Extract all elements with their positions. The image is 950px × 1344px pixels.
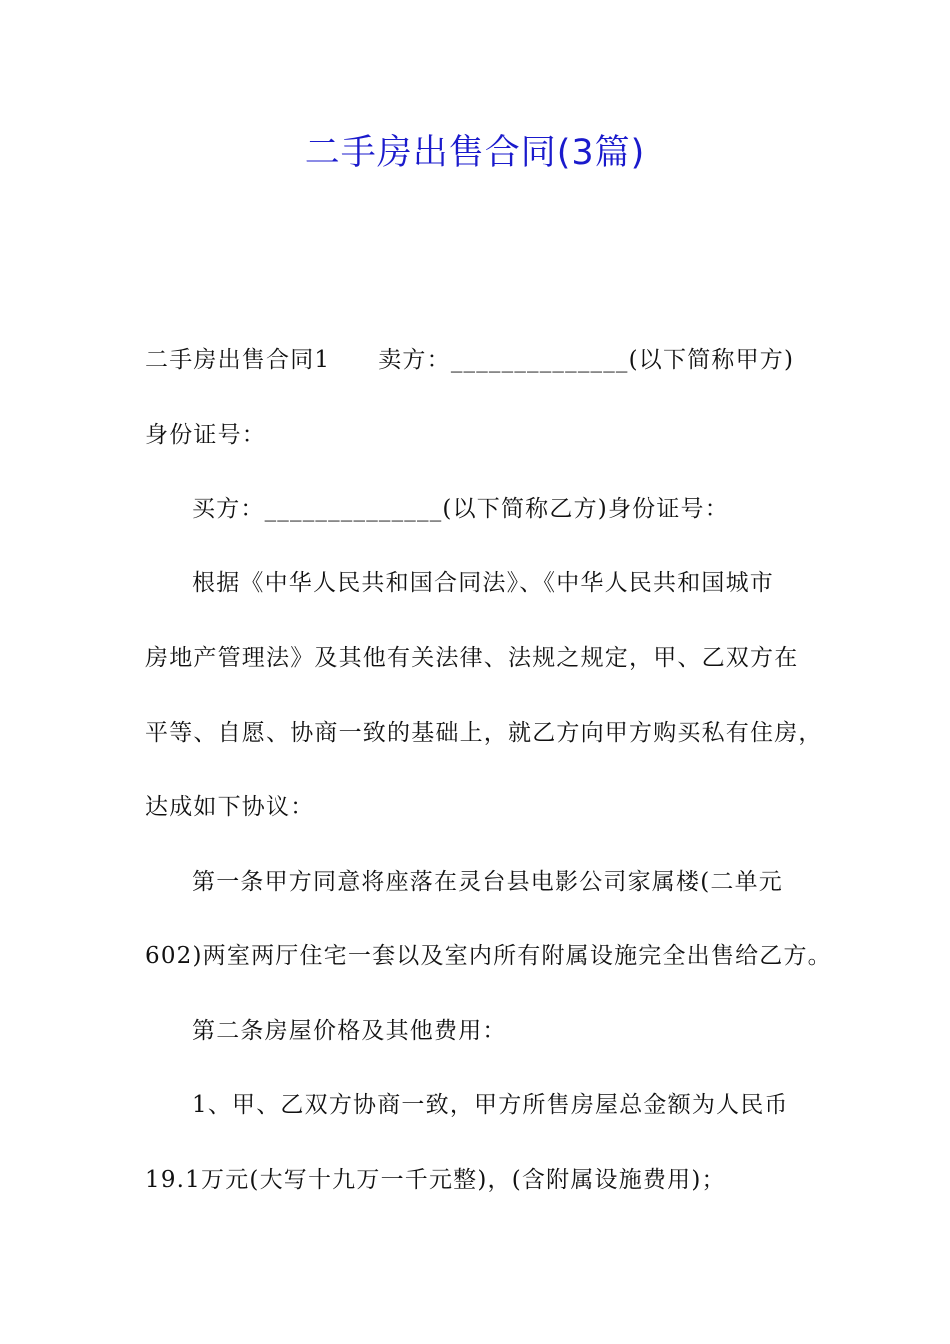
paragraph-line: 19.1万元(大写十九万一千元整)，(含附属设施费用)；	[145, 1167, 726, 1193]
document-title: 二手房出售合同(3篇)	[304, 133, 646, 173]
buyer-line: 买方：______________(以下简称乙方)身份证号：	[192, 496, 729, 522]
paragraph-line: 平等、自愿、协商一致的基础上，就乙方向甲方购买私有住房，	[145, 720, 823, 746]
clause-one-line: 1、甲、乙双方协商一致，甲方所售房屋总金额为人民币	[192, 1092, 789, 1118]
article-two-line: 第二条房屋价格及其他费用：	[192, 1018, 507, 1044]
paragraph-line: 达成如下协议：	[145, 794, 315, 820]
seller-field: 卖方：______________(以下简称甲方)	[378, 347, 795, 373]
seller-id-line: 身份证号：	[145, 422, 266, 448]
paragraph-line: 房地产管理法》及其他有关法律、法规之规定，甲、乙双方在	[145, 645, 799, 671]
article-one-line: 第一条甲方同意将座落在灵台县电影公司家属楼(二单元	[192, 869, 783, 895]
contract-number-label: 二手房出售合同1	[145, 347, 331, 373]
paragraph-line: 根据《中华人民共和国合同法》、《中华人民共和国城市	[192, 570, 774, 596]
contract-heading-line	[145, 343, 794, 377]
paragraph-line: 602)两室两厅住宅一套以及室内所有附属设施完全出售给乙方。	[145, 943, 832, 969]
